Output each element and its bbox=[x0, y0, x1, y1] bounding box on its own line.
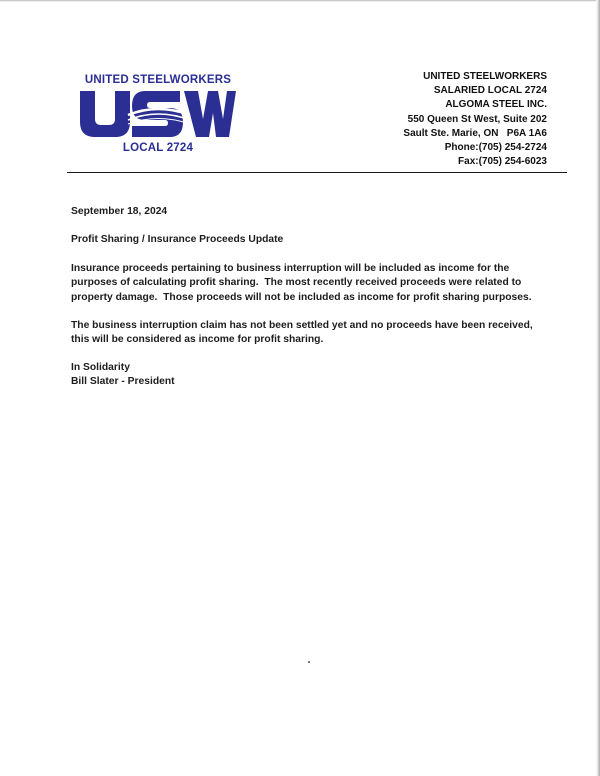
scan-edge-right bbox=[596, 0, 600, 776]
address-line: 550 Queen St West, Suite 202 bbox=[407, 113, 547, 125]
letter-body bbox=[71, 205, 551, 390]
address-line: Fax:(705) 254-6023 bbox=[458, 156, 547, 168]
letterhead-divider bbox=[67, 172, 567, 173]
usw-logo bbox=[78, 74, 238, 158]
scan-edge-top bbox=[0, 0, 600, 2]
letter-closing: In Solidarity bbox=[71, 361, 130, 373]
logo-bottom-text: LOCAL 2724 bbox=[122, 142, 194, 154]
address-line: SALARIED LOCAL 2724 bbox=[433, 85, 547, 97]
letter-signature: Bill Slater - President bbox=[71, 376, 175, 388]
letter-date: September 18, 2024 bbox=[71, 206, 168, 217]
letter-paragraph: The business interruption claim has not been settled yet and no proceeds have been received, this will be considered as income for profit sharing. bbox=[71, 320, 533, 346]
logo-top-text: UNITED STEELWORKERS bbox=[84, 74, 232, 86]
letter-subject: Profit Sharing / Insurance Proceeds Update bbox=[71, 234, 284, 246]
letter-paragraph: Insurance proceeds pertaining to business interruption will be included as income for the purposes of calculating profit sharing. The most recently received proceeds were related to property damage. Those proceeds will not be included as income for profit sharing purposes. bbox=[71, 262, 532, 303]
address-line: ALGOMA STEEL INC. bbox=[445, 99, 547, 111]
letterhead-address bbox=[347, 70, 547, 169]
address-line: Sault Ste. Marie, ON P6A 1A6 bbox=[403, 127, 547, 139]
address-line: UNITED STEELWORKERS bbox=[423, 71, 547, 82]
address-line: Phone:(705) 254-2724 bbox=[444, 142, 547, 154]
scan-speck bbox=[308, 661, 310, 663]
usw-logo-mark bbox=[80, 89, 236, 139]
